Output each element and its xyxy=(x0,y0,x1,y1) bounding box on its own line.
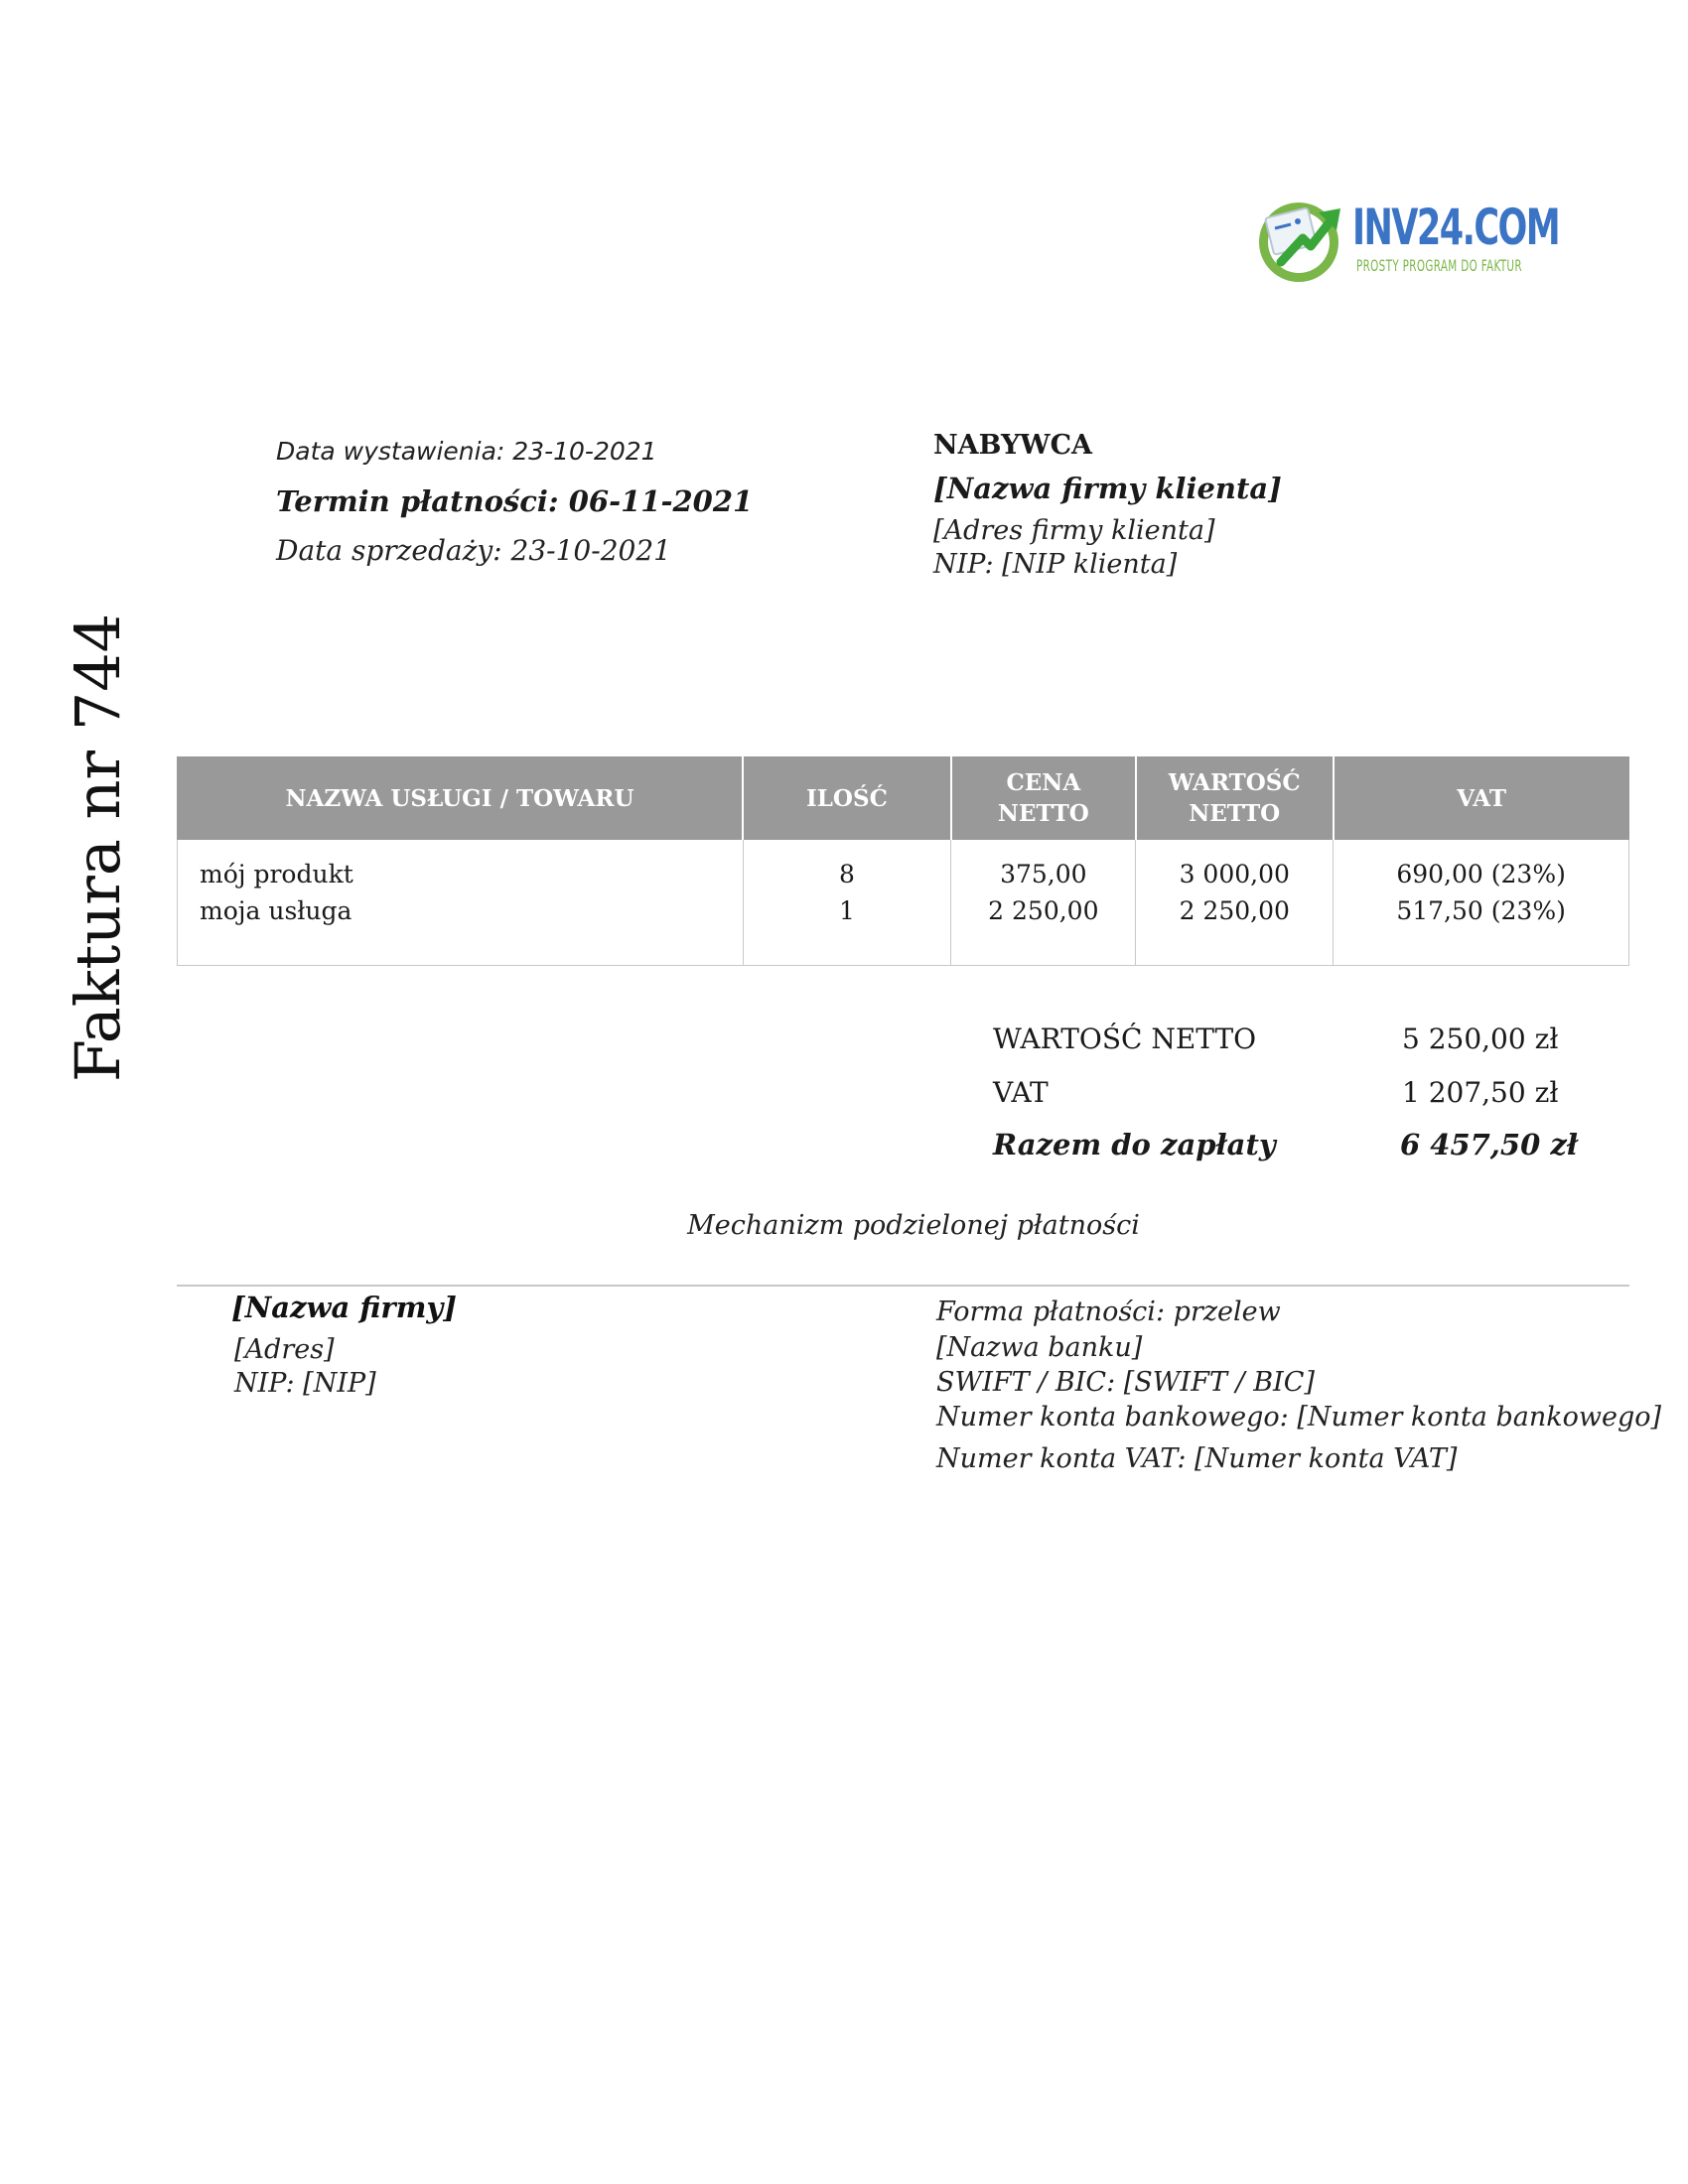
header-value-line1: WARTOŚĆ xyxy=(1168,769,1301,796)
buyer-heading: NABYWCA xyxy=(933,430,1093,461)
buyer-name: [Nazwa firmy klienta] xyxy=(933,472,1282,505)
cell-names xyxy=(178,840,744,966)
row-1-name: mój produkt xyxy=(200,860,353,888)
header-value xyxy=(1136,756,1334,840)
split-payment-note: Mechanizm podzielonej płatności xyxy=(687,1210,1140,1241)
seller-nip: NIP: [NIP] xyxy=(234,1368,376,1399)
payment-method: Forma płatności: przelew xyxy=(936,1297,1281,1327)
logo-name: INV24.COM xyxy=(1352,199,1560,256)
net-total-value: 5 250,00 zł xyxy=(1402,1023,1559,1055)
vat-total-label: VAT xyxy=(993,1076,1049,1109)
row-2-price: 2 250,00 xyxy=(988,896,1099,925)
table-header-row xyxy=(178,756,1629,840)
invoice-title: Faktura nr 744 xyxy=(62,613,134,1082)
row-2-name: moja usługa xyxy=(200,896,352,925)
due-date: Termin płatności: 06-11-2021 xyxy=(276,484,754,518)
header-qty: ILOŚĆ xyxy=(743,756,951,840)
cell-qty xyxy=(743,840,951,966)
net-total-label: WARTOŚĆ NETTO xyxy=(993,1023,1257,1055)
header-price-line1: CENA xyxy=(1006,769,1081,796)
header-value-line2: NETTO xyxy=(1189,800,1281,827)
company-logo xyxy=(1253,185,1560,294)
buyer-address: [Adres firmy klienta] xyxy=(933,515,1215,546)
vat-total-value: 1 207,50 zł xyxy=(1402,1076,1559,1109)
header-name: NAZWA USŁUGI / TOWARU xyxy=(178,756,744,840)
seller-address: [Adres] xyxy=(234,1334,335,1365)
row-2-value: 2 250,00 xyxy=(1179,896,1290,925)
cell-vat xyxy=(1334,840,1629,966)
bank-name: [Nazwa banku] xyxy=(936,1332,1143,1363)
table-row xyxy=(178,840,1629,966)
header-price-line2: NETTO xyxy=(997,800,1089,827)
cell-value xyxy=(1136,840,1334,966)
buyer-nip: NIP: [NIP klienta] xyxy=(933,549,1178,580)
bank-account: Numer konta bankowego: [Numer konta bankowego] xyxy=(936,1402,1662,1433)
items-table xyxy=(177,756,1629,966)
grand-total-label: Razem do zapłaty xyxy=(993,1128,1276,1161)
row-1-vat: 690,00 (23%) xyxy=(1396,860,1566,888)
cell-price xyxy=(951,840,1136,966)
row-1-value: 3 000,00 xyxy=(1179,860,1290,888)
row-2-vat: 517,50 (23%) xyxy=(1396,896,1566,925)
logo-tagline: PROSTY PROGRAM DO FAKTUR xyxy=(1356,256,1522,275)
sale-date: Data sprzedaży: 23-10-2021 xyxy=(276,534,671,567)
invoice-arrow-icon xyxy=(1253,185,1352,290)
row-2-qty: 1 xyxy=(838,896,855,925)
swift-code: SWIFT / BIC: [SWIFT / BIC] xyxy=(936,1367,1315,1398)
row-1-qty: 8 xyxy=(838,860,855,888)
vat-account: Numer konta VAT: [Numer konta VAT] xyxy=(936,1443,1458,1474)
issue-date: Data wystawienia: 23-10-2021 xyxy=(276,437,657,466)
header-vat: VAT xyxy=(1334,756,1629,840)
row-1-price: 375,00 xyxy=(1000,860,1087,888)
seller-name: [Nazwa firmy] xyxy=(231,1291,457,1324)
footer-divider xyxy=(177,1285,1629,1287)
header-price xyxy=(951,756,1136,840)
grand-total-value: 6 457,50 zł xyxy=(1400,1128,1578,1161)
